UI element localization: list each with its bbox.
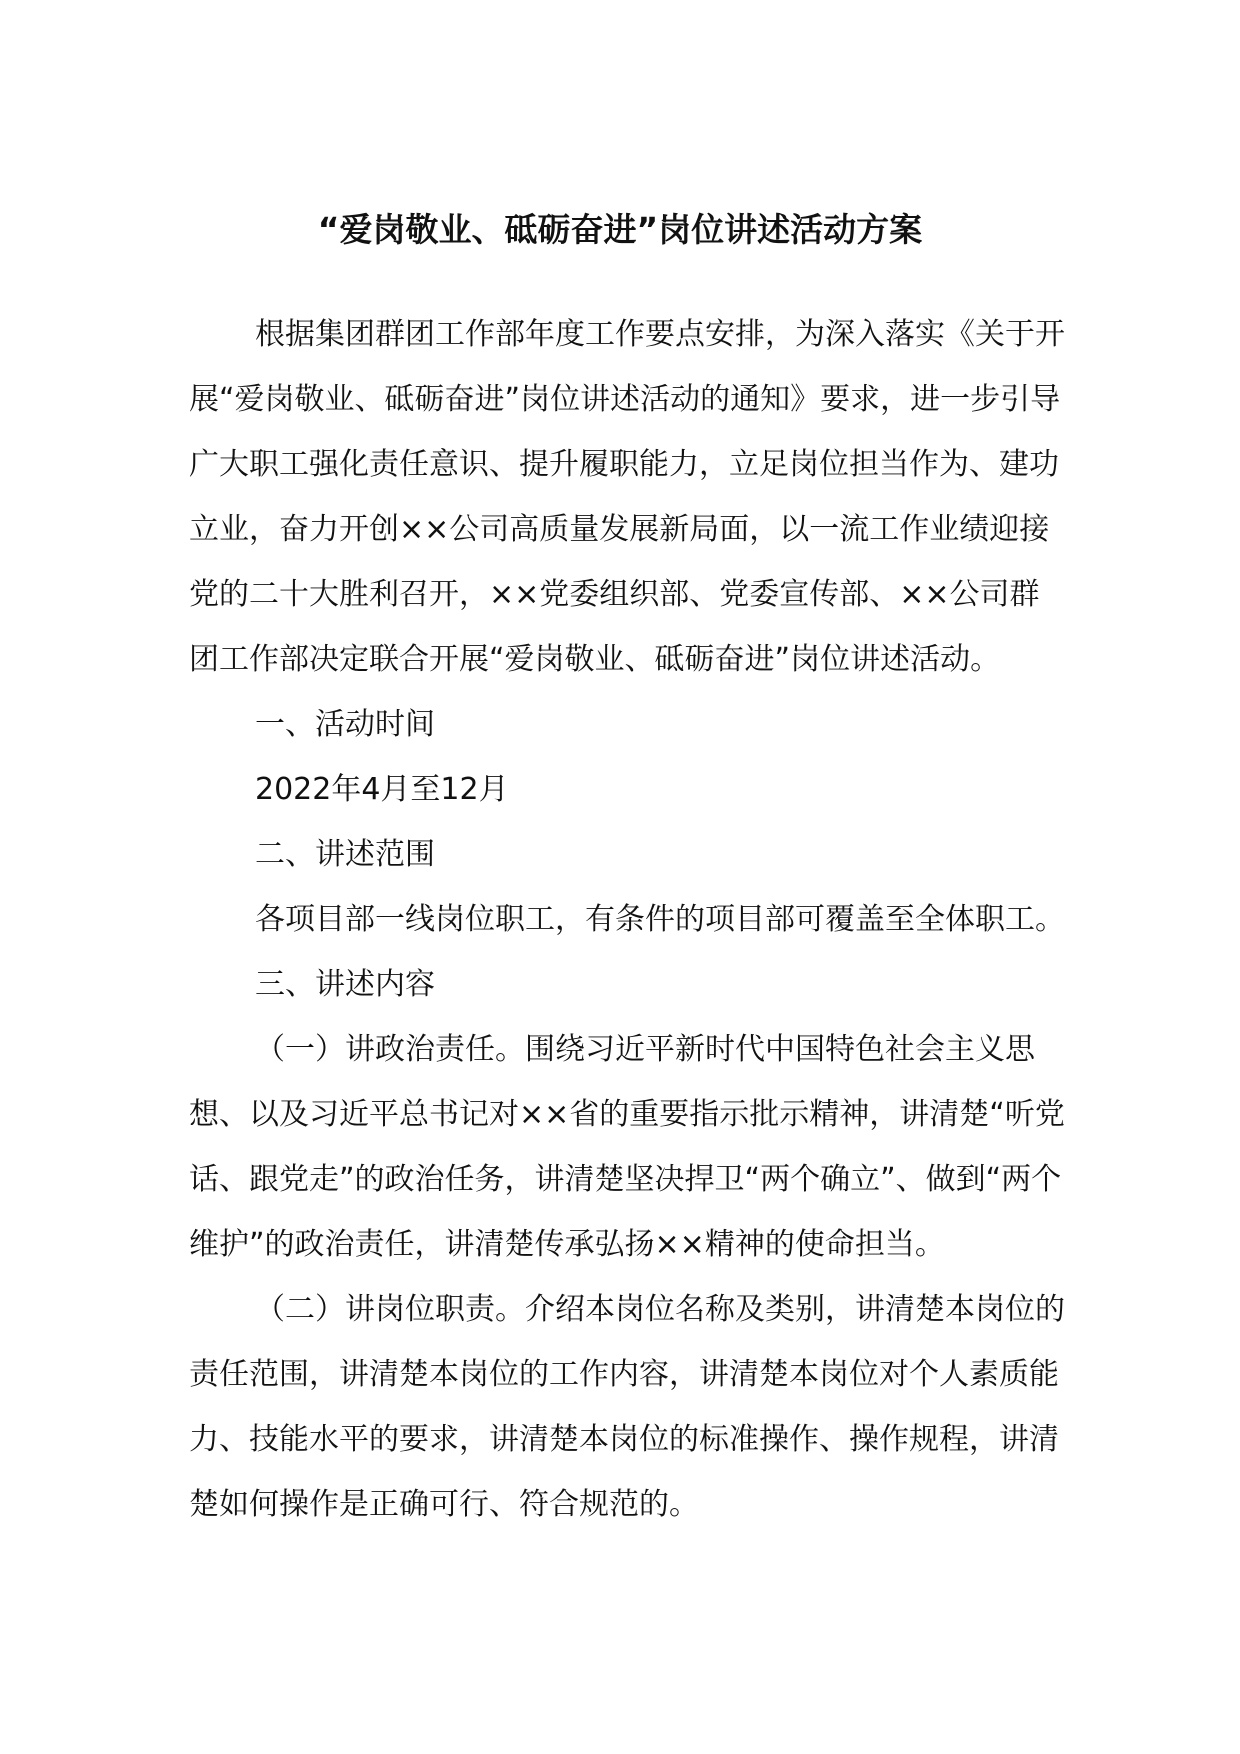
document-body xyxy=(189,302,1069,1537)
section-1-heading: 一、活动时间 xyxy=(255,707,435,742)
section-3-item-2: （二）讲岗位职责。介绍本岗位名称及类别，讲清楚本岗位的责任范围，讲清楚本岗位的工作内容，讲清楚本岗位对个人素质能力、技能水平的要求，讲清楚本岗位的标准操作、操作规程，讲清楚如何操作是正确可行、符合规范的。 xyxy=(189,1292,1065,1522)
section-2-heading: 二、讲述范围 xyxy=(255,837,435,872)
section-1-text: 2022年4月至12月 xyxy=(255,772,509,807)
section-3-item-1: （一）讲政治责任。围绕习近平新时代中国特色社会主义思想、以及习近平总书记对××省的重要指示批示精神，讲清楚“听党话、跟党走”的政治任务，讲清楚坚决捍卫“两个确立”、做到“两个维护”的政治责任，讲清楚传承弘扬××精神的使命担当。 xyxy=(189,1032,1065,1262)
section-3-heading: 三、讲述内容 xyxy=(255,967,435,1002)
document-title: “爱岗敬业、砥砺奋进”岗位讲述活动方案 xyxy=(317,210,923,249)
section-2-text: 各项目部一线岗位职工，有条件的项目部可覆盖至全体职工。 xyxy=(255,902,1065,937)
intro-paragraph: 根据集团群团工作部年度工作要点安排，为深入落实《关于开展“爱岗敬业、砥砺奋进”岗位讲述活动的通知》要求，进一步引导广大职工强化责任意识、提升履职能力，立足岗位担当作为、建功立业，奋力开创××公司高质量发展新局面，以一流工作业绩迎接党的二十大胜利召开，××党委组织部、党委宣传部、××公司群团工作部决定联合开展“爱岗敬业、砥砺奋进”岗位讲述活动。 xyxy=(189,317,1065,677)
